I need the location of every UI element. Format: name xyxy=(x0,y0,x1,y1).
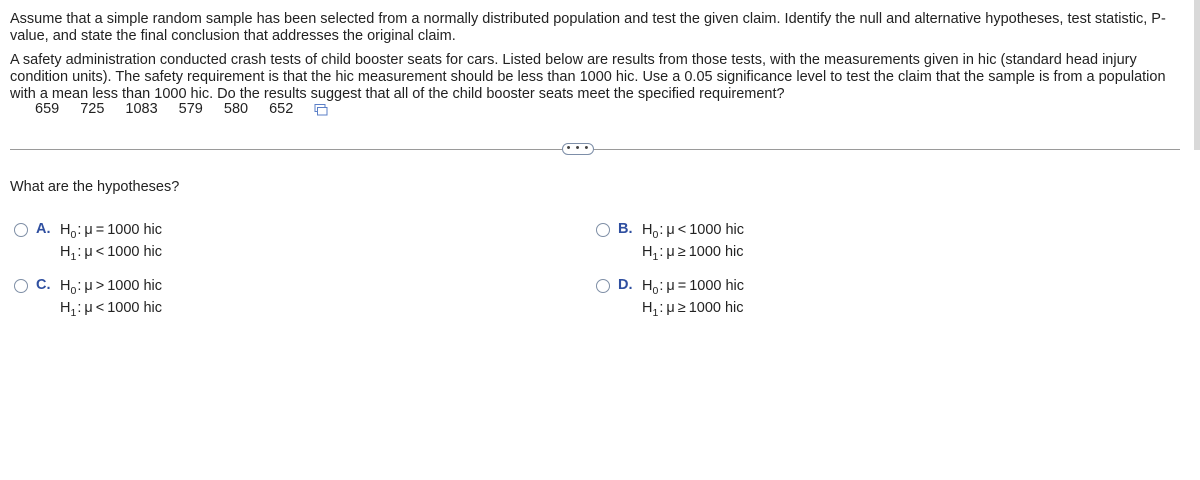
radio-button[interactable] xyxy=(14,279,28,293)
option-c[interactable] xyxy=(14,277,162,319)
data-value: 579 xyxy=(178,101,203,117)
data-value: 1083 xyxy=(125,101,158,117)
data-values-row xyxy=(35,101,328,117)
section-divider xyxy=(10,149,1180,150)
window-edge-scrollbar[interactable] xyxy=(1194,0,1200,150)
data-value: 725 xyxy=(80,101,105,117)
option-letter: A. xyxy=(36,221,51,237)
data-value: 580 xyxy=(223,101,249,117)
problem-text: A safety administration conducted crash tests of child booster seats for cars. Listed below are results from those tests, with the measurements given in hic (standard head injury condition units). The safety requirement is that the hic measurement should be less than 1000 hic. Use a 0.05 significance level to test the claim that the sample is from a population with a mean less than 1000 hic. Do the results suggest that all of the child booster seats meet the specified requirement? xyxy=(10,52,1166,102)
intro-text: Assume that a simple random sample has been selected from a normally distributed population and test the given claim. Identify the null and alternative hypotheses, test statistic, P-value, and state the final conclusion that addresses the original claim. xyxy=(10,11,1166,44)
radio-button[interactable] xyxy=(596,223,610,237)
alternative-hypothesis: $H_1$: μ < 1000 hic xyxy=(60,300,163,319)
null-hypothesis: $H_0$: μ > 1000 hic xyxy=(60,278,163,297)
copy-data-icon[interactable] xyxy=(314,103,328,117)
data-value: 652 xyxy=(269,101,294,117)
question-text: What are the hypotheses? xyxy=(10,179,180,195)
radio-button[interactable] xyxy=(596,279,610,293)
option-letter: B. xyxy=(618,221,633,237)
option-b[interactable] xyxy=(596,221,744,263)
option-a[interactable] xyxy=(14,221,162,263)
radio-button[interactable] xyxy=(14,223,28,237)
null-hypothesis: $H_0$: μ = 1000 hic xyxy=(642,278,745,297)
expand-more-button[interactable]: • • • xyxy=(562,143,594,155)
alternative-hypothesis: $H_1$: μ < 1000 hic xyxy=(60,244,163,263)
null-hypothesis: $H_0$: μ = 1000 hic xyxy=(60,222,163,241)
option-d[interactable] xyxy=(596,277,744,319)
data-value: 659 xyxy=(35,101,60,117)
option-letter: C. xyxy=(36,277,51,293)
null-hypothesis: $H_0$: μ < 1000 hic xyxy=(642,222,745,241)
alternative-hypothesis: $H_1$: μ ≥ 1000 hic xyxy=(642,244,744,263)
alternative-hypothesis: $H_1$: μ ≥ 1000 hic xyxy=(642,300,744,319)
option-letter: D. xyxy=(618,277,633,293)
